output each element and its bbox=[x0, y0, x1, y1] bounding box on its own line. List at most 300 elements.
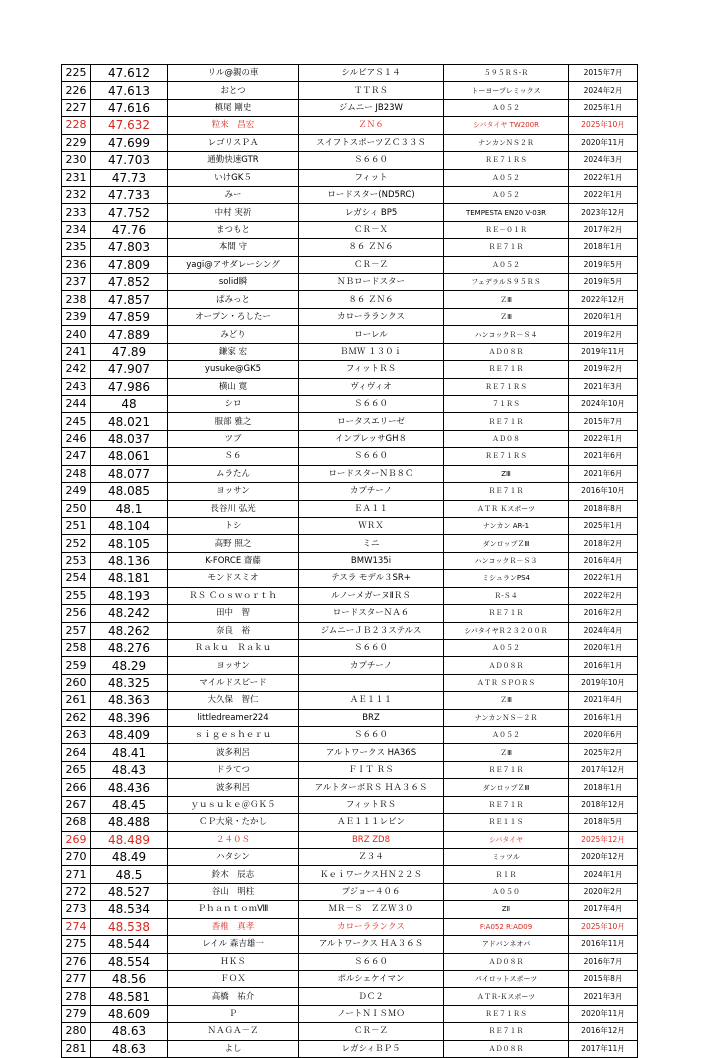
driver-name-cell: K-FORCE 齋藤 bbox=[168, 552, 299, 569]
tire-cell: ダンロップＺⅢ bbox=[444, 779, 569, 796]
car-model-cell: アルトターボＲＳ ＨＡ３６Ｓ bbox=[299, 779, 444, 796]
date-cell: 2016年12月 bbox=[569, 1023, 638, 1040]
rank-cell: 247 bbox=[62, 448, 91, 465]
table-row bbox=[62, 936, 638, 953]
time-cell: 48.41 bbox=[91, 744, 168, 761]
rank-cell: 279 bbox=[62, 1005, 91, 1022]
date-cell: 2021年3月 bbox=[569, 378, 638, 395]
tire-cell: ＡＴＲ-Ｋスポーツ bbox=[444, 988, 569, 1005]
date-cell: 2016年10月 bbox=[569, 483, 638, 500]
time-cell: 48.436 bbox=[91, 779, 168, 796]
time-cell: 48.276 bbox=[91, 639, 168, 656]
car-model-cell: ＺＮ６ bbox=[299, 117, 444, 134]
date-cell: 2020年11月 bbox=[569, 134, 638, 151]
driver-name-cell: littledreamer224 bbox=[168, 709, 299, 726]
time-cell: 48.037 bbox=[91, 430, 168, 447]
driver-name-cell: ヨッサン bbox=[168, 657, 299, 674]
rank-cell: 235 bbox=[62, 239, 91, 256]
car-model-cell: ロードスターＮＢ８Ｃ bbox=[299, 465, 444, 482]
date-cell: 2018年1月 bbox=[569, 779, 638, 796]
tire-cell: ＡＤ０８Ｒ bbox=[444, 657, 569, 674]
table-row bbox=[62, 866, 638, 883]
date-cell: 2024年10月 bbox=[569, 396, 638, 413]
table-row bbox=[62, 186, 638, 203]
driver-name-cell: 高橋 祐介 bbox=[168, 988, 299, 1005]
time-cell: 47.857 bbox=[91, 291, 168, 308]
time-cell: 48.077 bbox=[91, 465, 168, 482]
rank-cell: 262 bbox=[62, 709, 91, 726]
time-cell: 48.45 bbox=[91, 796, 168, 813]
rank-cell: 237 bbox=[62, 274, 91, 291]
car-model-cell: ８６ ＺＮ６ bbox=[299, 239, 444, 256]
driver-name-cell: モンドスミオ bbox=[168, 570, 299, 587]
date-cell: 2020年1月 bbox=[569, 308, 638, 325]
tire-cell: ナンカン AR-1 bbox=[444, 517, 569, 534]
driver-name-cell: ムラたん bbox=[168, 465, 299, 482]
car-model-cell: ＷＲＸ bbox=[299, 517, 444, 534]
table-row bbox=[62, 970, 638, 987]
rank-cell: 261 bbox=[62, 692, 91, 709]
date-cell: 2020年11月 bbox=[569, 1005, 638, 1022]
rank-cell: 258 bbox=[62, 639, 91, 656]
time-cell: 47.613 bbox=[91, 82, 168, 99]
tire-cell: TEMPESTA EN20 V-03R bbox=[444, 204, 569, 221]
tire-cell: シバタイヤ TW200R bbox=[444, 117, 569, 134]
driver-name-cell: ＰｈａｎｔｏｍⅧ bbox=[168, 901, 299, 918]
table-row bbox=[62, 570, 638, 587]
rank-cell: 271 bbox=[62, 866, 91, 883]
time-cell: 48.29 bbox=[91, 657, 168, 674]
table-row bbox=[62, 378, 638, 395]
time-cell: 48.489 bbox=[91, 831, 168, 848]
date-cell: 2024年3月 bbox=[569, 152, 638, 169]
tire-cell: ナンカンＮＳ２Ｒ bbox=[444, 134, 569, 151]
car-model-cell: ＢＭＷ １３０ｉ bbox=[299, 343, 444, 360]
car-model-cell: スイフトスポーツＺＣ３３Ｓ bbox=[299, 134, 444, 151]
car-model-cell: BRZ bbox=[299, 709, 444, 726]
date-cell: 2024年2月 bbox=[569, 82, 638, 99]
rank-cell: 228 bbox=[62, 117, 91, 134]
tire-cell: ナンカンＮＳ－２Ｒ bbox=[444, 709, 569, 726]
driver-name-cell: 本間 守 bbox=[168, 239, 299, 256]
table-row bbox=[62, 988, 638, 1005]
time-cell: 47.803 bbox=[91, 239, 168, 256]
rank-cell: 276 bbox=[62, 953, 91, 970]
table-row bbox=[62, 448, 638, 465]
table-row bbox=[62, 343, 638, 360]
driver-name-cell: マイルドスピード bbox=[168, 674, 299, 691]
rank-cell: 254 bbox=[62, 570, 91, 587]
date-cell: 2015年8月 bbox=[569, 970, 638, 987]
table-row bbox=[62, 727, 638, 744]
tire-cell: ＲＥ７１Ｒ bbox=[444, 605, 569, 622]
tire-cell: ＲＥ７１Ｒ bbox=[444, 413, 569, 430]
car-model-cell: Ｓ６６０ bbox=[299, 727, 444, 744]
date-cell: 2021年6月 bbox=[569, 448, 638, 465]
driver-name-cell: 奈良 裕 bbox=[168, 622, 299, 639]
car-model-cell: ＴＴＲＳ bbox=[299, 82, 444, 99]
rank-cell: 267 bbox=[62, 796, 91, 813]
tire-cell: シバタイヤ bbox=[444, 831, 569, 848]
table-row bbox=[62, 605, 638, 622]
rank-cell: 240 bbox=[62, 326, 91, 343]
table-row bbox=[62, 274, 638, 291]
date-cell: 2020年12月 bbox=[569, 848, 638, 865]
car-model-cell: Ｓ６６０ bbox=[299, 953, 444, 970]
rank-cell: 255 bbox=[62, 587, 91, 604]
date-cell: 2017年2月 bbox=[569, 221, 638, 238]
date-cell: 2024年4月 bbox=[569, 622, 638, 639]
time-cell: 48.136 bbox=[91, 552, 168, 569]
table-row bbox=[62, 396, 638, 413]
time-cell: 48.527 bbox=[91, 883, 168, 900]
driver-name-cell: 波多利呂 bbox=[168, 744, 299, 761]
car-model-cell: インプレッサGH８ bbox=[299, 430, 444, 447]
table-row bbox=[62, 709, 638, 726]
table-row bbox=[62, 796, 638, 813]
rank-cell: 225 bbox=[62, 65, 91, 82]
tire-cell: ZⅢ bbox=[444, 465, 569, 482]
rank-cell: 253 bbox=[62, 552, 91, 569]
table-row bbox=[62, 761, 638, 778]
rank-cell: 242 bbox=[62, 361, 91, 378]
driver-name-cell: 鈴木 辰志 bbox=[168, 866, 299, 883]
date-cell: 2025年10月 bbox=[569, 117, 638, 134]
table-row bbox=[62, 221, 638, 238]
driver-name-cell: 鎌家 宏 bbox=[168, 343, 299, 360]
date-cell: 2023年12月 bbox=[569, 204, 638, 221]
rank-cell: 275 bbox=[62, 936, 91, 953]
tire-cell: ＺⅢ bbox=[444, 744, 569, 761]
car-model-cell: カローラランクス bbox=[299, 308, 444, 325]
car-model-cell: ロードスター(ND5RC) bbox=[299, 186, 444, 203]
time-cell: 48.63 bbox=[91, 1040, 168, 1057]
tire-cell: Ａ０５２ bbox=[444, 169, 569, 186]
table-row bbox=[62, 535, 638, 552]
rank-cell: 273 bbox=[62, 901, 91, 918]
date-cell: 2020年2月 bbox=[569, 883, 638, 900]
rank-cell: 238 bbox=[62, 291, 91, 308]
car-model-cell: ＭＲ－Ｓ ＺＺＷ３０ bbox=[299, 901, 444, 918]
time-cell: 48.534 bbox=[91, 901, 168, 918]
tire-cell: ミシュランPS4 bbox=[444, 570, 569, 587]
time-cell: 48 bbox=[91, 396, 168, 413]
car-model-cell: ヴィヴィオ bbox=[299, 378, 444, 395]
time-cell: 47.889 bbox=[91, 326, 168, 343]
date-cell: 2021年4月 bbox=[569, 692, 638, 709]
ranking-table-body bbox=[62, 65, 638, 1058]
driver-name-cell: 長谷川 弘光 bbox=[168, 500, 299, 517]
driver-name-cell: solid瞬 bbox=[168, 274, 299, 291]
date-cell: 2021年3月 bbox=[569, 988, 638, 1005]
rank-cell: 243 bbox=[62, 378, 91, 395]
table-row bbox=[62, 692, 638, 709]
table-row bbox=[62, 779, 638, 796]
rank-cell: 278 bbox=[62, 988, 91, 1005]
car-model-cell: カローラランクス bbox=[299, 918, 444, 935]
time-cell: 48.544 bbox=[91, 936, 168, 953]
tire-cell: ＲＥ７１Ｒ bbox=[444, 1023, 569, 1040]
driver-name-cell: ＦＯＸ bbox=[168, 970, 299, 987]
table-row bbox=[62, 483, 638, 500]
car-model-cell: ＤＣ２ bbox=[299, 988, 444, 1005]
date-cell: 2019年5月 bbox=[569, 256, 638, 273]
table-row bbox=[62, 465, 638, 482]
rank-cell: 233 bbox=[62, 204, 91, 221]
driver-name-cell: 香椎 真孝 bbox=[168, 918, 299, 935]
tire-cell: アドバンネオバ bbox=[444, 936, 569, 953]
tire-cell: ＲＥ１１Ｓ bbox=[444, 814, 569, 831]
time-cell: 48.105 bbox=[91, 535, 168, 552]
tire-cell: ＲＥ７１Ｒ bbox=[444, 361, 569, 378]
rank-cell: 245 bbox=[62, 413, 91, 430]
tire-cell: ＡＤ０８Ｒ bbox=[444, 953, 569, 970]
tire-cell: Ａ０５２ bbox=[444, 639, 569, 656]
rank-cell: 256 bbox=[62, 605, 91, 622]
driver-name-cell: オープン・ろしたー bbox=[168, 308, 299, 325]
date-cell: 2018年12月 bbox=[569, 796, 638, 813]
date-cell: 2020年6月 bbox=[569, 727, 638, 744]
date-cell: 2016年7月 bbox=[569, 953, 638, 970]
time-cell: 47.699 bbox=[91, 134, 168, 151]
time-cell: 47.733 bbox=[91, 186, 168, 203]
time-cell: 48.262 bbox=[91, 622, 168, 639]
car-model-cell: アルトワークス HA36S bbox=[299, 744, 444, 761]
driver-name-cell: まつもと bbox=[168, 221, 299, 238]
rank-cell: 269 bbox=[62, 831, 91, 848]
time-cell: 48.488 bbox=[91, 814, 168, 831]
car-model-cell: Ｓ６６０ bbox=[299, 639, 444, 656]
tire-cell: ＡＴＲ ＳＰＯＲＳ bbox=[444, 674, 569, 691]
rank-cell: 229 bbox=[62, 134, 91, 151]
date-cell: 2025年10月 bbox=[569, 918, 638, 935]
rank-cell: 231 bbox=[62, 169, 91, 186]
car-model-cell: アルトワークス ＨＡ３６Ｓ bbox=[299, 936, 444, 953]
car-model-cell: ＣＲ－Ｚ bbox=[299, 256, 444, 273]
tire-cell: ミッツル bbox=[444, 848, 569, 865]
date-cell: 2018年2月 bbox=[569, 535, 638, 552]
rank-cell: 265 bbox=[62, 761, 91, 778]
tire-cell: ＡＤ０８ bbox=[444, 430, 569, 447]
date-cell: 2019年2月 bbox=[569, 361, 638, 378]
driver-name-cell: 田中 智 bbox=[168, 605, 299, 622]
time-cell: 48.581 bbox=[91, 988, 168, 1005]
table-row bbox=[62, 552, 638, 569]
time-cell: 48.538 bbox=[91, 918, 168, 935]
car-model-cell: カプチーノ bbox=[299, 483, 444, 500]
driver-name-cell: ぱみっと bbox=[168, 291, 299, 308]
date-cell: 2022年1月 bbox=[569, 570, 638, 587]
car-model-cell: ローレル bbox=[299, 326, 444, 343]
table-row bbox=[62, 918, 638, 935]
time-cell: 48.609 bbox=[91, 1005, 168, 1022]
date-cell: 2016年4月 bbox=[569, 552, 638, 569]
time-cell: 48.181 bbox=[91, 570, 168, 587]
car-model-cell: カプチーノ bbox=[299, 657, 444, 674]
car-model-cell: ジムニー JB23W bbox=[299, 99, 444, 116]
time-cell: 48.49 bbox=[91, 848, 168, 865]
driver-name-cell: いけGK５ bbox=[168, 169, 299, 186]
car-model-cell: ポルシェケイマン bbox=[299, 970, 444, 987]
tire-cell: ハンコックＲ－Ｓ４ bbox=[444, 326, 569, 343]
tire-cell: ＡＴＲ Ｋスポーツ bbox=[444, 500, 569, 517]
date-cell: 2021年6月 bbox=[569, 465, 638, 482]
rank-cell: 251 bbox=[62, 517, 91, 534]
date-cell: 2019年11月 bbox=[569, 343, 638, 360]
time-cell: 47.76 bbox=[91, 221, 168, 238]
date-cell: 2015年7月 bbox=[569, 65, 638, 82]
driver-name-cell: 波多利呂 bbox=[168, 779, 299, 796]
time-cell: 48.56 bbox=[91, 970, 168, 987]
rank-cell: 277 bbox=[62, 970, 91, 987]
driver-name-cell: レゴリスＰＡ bbox=[168, 134, 299, 151]
driver-name-cell: トシ bbox=[168, 517, 299, 534]
table-row bbox=[62, 622, 638, 639]
car-model-cell: Ｓ６６０ bbox=[299, 152, 444, 169]
driver-name-cell: おとつ bbox=[168, 82, 299, 99]
date-cell: 2022年1月 bbox=[569, 169, 638, 186]
time-cell: 47.616 bbox=[91, 99, 168, 116]
driver-name-cell: 通勤快速GTR bbox=[168, 152, 299, 169]
driver-name-cell: 槙尾 剛史 bbox=[168, 99, 299, 116]
tire-cell: Ａ０５２ bbox=[444, 727, 569, 744]
rank-cell: 264 bbox=[62, 744, 91, 761]
car-model-cell: ジムニーＪＢ２３ステルス bbox=[299, 622, 444, 639]
date-cell: 2022年1月 bbox=[569, 186, 638, 203]
rank-cell: 236 bbox=[62, 256, 91, 273]
driver-name-cell: 高野 照之 bbox=[168, 535, 299, 552]
car-model-cell: ロードスターＮＡ６ bbox=[299, 605, 444, 622]
date-cell: 2022年12月 bbox=[569, 291, 638, 308]
rank-cell: 239 bbox=[62, 308, 91, 325]
driver-name-cell: ハタシン bbox=[168, 848, 299, 865]
rank-cell: 270 bbox=[62, 848, 91, 865]
table-row bbox=[62, 239, 638, 256]
date-cell: 2015年7月 bbox=[569, 413, 638, 430]
time-cell: 47.703 bbox=[91, 152, 168, 169]
date-cell: 2017年12月 bbox=[569, 761, 638, 778]
tire-cell: ＲＥ７１Ｒ bbox=[444, 483, 569, 500]
driver-name-cell: よし bbox=[168, 1040, 299, 1057]
driver-name-cell: みー bbox=[168, 186, 299, 203]
driver-name-cell: ＲＳ Ｃｏｓｗｏｒｔｈ bbox=[168, 587, 299, 604]
tire-cell: ＺⅢ bbox=[444, 692, 569, 709]
table-row bbox=[62, 674, 638, 691]
rank-cell: 248 bbox=[62, 465, 91, 482]
rank-cell: 281 bbox=[62, 1040, 91, 1057]
driver-name-cell: yagi@アサダレーシング bbox=[168, 256, 299, 273]
car-model-cell: ノートＮＩＳＭＯ bbox=[299, 1005, 444, 1022]
table-row bbox=[62, 831, 638, 848]
tire-cell: ＺⅢ bbox=[444, 308, 569, 325]
driver-name-cell: 谷山 明柱 bbox=[168, 883, 299, 900]
time-cell: 47.852 bbox=[91, 274, 168, 291]
car-model-cell: ＡＥ１１１ bbox=[299, 692, 444, 709]
rank-cell: 230 bbox=[62, 152, 91, 169]
tire-cell: トーヨープレミックス bbox=[444, 82, 569, 99]
table-row bbox=[62, 883, 638, 900]
time-cell: 47.809 bbox=[91, 256, 168, 273]
rank-cell: 232 bbox=[62, 186, 91, 203]
date-cell: 2017年4月 bbox=[569, 901, 638, 918]
date-cell: 2016年1月 bbox=[569, 709, 638, 726]
car-model-cell: ミニ bbox=[299, 535, 444, 552]
date-cell: 2016年1月 bbox=[569, 657, 638, 674]
tire-cell: ７１ＲＳ bbox=[444, 396, 569, 413]
table-row bbox=[62, 657, 638, 674]
car-model-cell: フィット bbox=[299, 169, 444, 186]
tire-cell: ＡＤ０８Ｒ bbox=[444, 343, 569, 360]
tire-cell: ZⅡ bbox=[444, 901, 569, 918]
table-row bbox=[62, 500, 638, 517]
car-model-cell: ルノーメガーヌⅡＲＳ bbox=[299, 587, 444, 604]
rank-cell: 249 bbox=[62, 483, 91, 500]
time-cell: 48.325 bbox=[91, 674, 168, 691]
car-model-cell: シルビアＳ１４ bbox=[299, 65, 444, 82]
table-row bbox=[62, 82, 638, 99]
table-row bbox=[62, 99, 638, 116]
driver-name-cell: 服部 雅之 bbox=[168, 413, 299, 430]
table-row bbox=[62, 256, 638, 273]
driver-name-cell: Ｒａｋｕ Ｒａｋｕ bbox=[168, 639, 299, 656]
rank-cell: 272 bbox=[62, 883, 91, 900]
tire-cell: Ａ０５０ bbox=[444, 883, 569, 900]
rank-cell: 260 bbox=[62, 674, 91, 691]
date-cell: 2019年10月 bbox=[569, 674, 638, 691]
car-model-cell: BRZ ZD8 bbox=[299, 831, 444, 848]
time-cell: 47.73 bbox=[91, 169, 168, 186]
tire-cell: ＲＥ７１ＲＳ bbox=[444, 152, 569, 169]
time-cell: 48.554 bbox=[91, 953, 168, 970]
table-row bbox=[62, 204, 638, 221]
table-row bbox=[62, 744, 638, 761]
date-cell: 2019年2月 bbox=[569, 326, 638, 343]
driver-name-cell: ツブ bbox=[168, 430, 299, 447]
driver-name-cell: シロ bbox=[168, 396, 299, 413]
table-row bbox=[62, 152, 638, 169]
car-model-cell: フィットＲＳ bbox=[299, 361, 444, 378]
rank-cell: 280 bbox=[62, 1023, 91, 1040]
time-cell: 48.63 bbox=[91, 1023, 168, 1040]
time-cell: 48.5 bbox=[91, 866, 168, 883]
driver-name-cell: ２４０Ｓ bbox=[168, 831, 299, 848]
table-row bbox=[62, 361, 638, 378]
date-cell: 2022年2月 bbox=[569, 587, 638, 604]
tire-cell: Ａ０５２ bbox=[444, 186, 569, 203]
rank-cell: 259 bbox=[62, 657, 91, 674]
table-row bbox=[62, 1040, 638, 1057]
driver-name-cell: ドラてつ bbox=[168, 761, 299, 778]
car-model-cell: レガシィＢＰ５ bbox=[299, 1040, 444, 1057]
tire-cell: ＲＥ７１ＲＳ bbox=[444, 1005, 569, 1022]
time-cell: 48.396 bbox=[91, 709, 168, 726]
rank-cell: 244 bbox=[62, 396, 91, 413]
tire-cell: Ａ０５２ bbox=[444, 99, 569, 116]
tire-cell: ＲＥ７１Ｒ bbox=[444, 239, 569, 256]
tire-cell: フェデラルＳ９５ＲＳ bbox=[444, 274, 569, 291]
driver-name-cell: ｙｕｓｕｋｅ＠ＧＫ５ bbox=[168, 796, 299, 813]
table-row bbox=[62, 953, 638, 970]
rank-cell: 263 bbox=[62, 727, 91, 744]
car-model-cell: ＣＲ－Ｘ bbox=[299, 221, 444, 238]
date-cell: 2019年5月 bbox=[569, 274, 638, 291]
table-row bbox=[62, 1005, 638, 1022]
time-cell: 47.752 bbox=[91, 204, 168, 221]
car-model-cell: ロータスエリーゼ bbox=[299, 413, 444, 430]
table-row bbox=[62, 117, 638, 134]
car-model-cell: Ｓ６６０ bbox=[299, 396, 444, 413]
tire-cell: F:A052 R:AD09 bbox=[444, 918, 569, 935]
